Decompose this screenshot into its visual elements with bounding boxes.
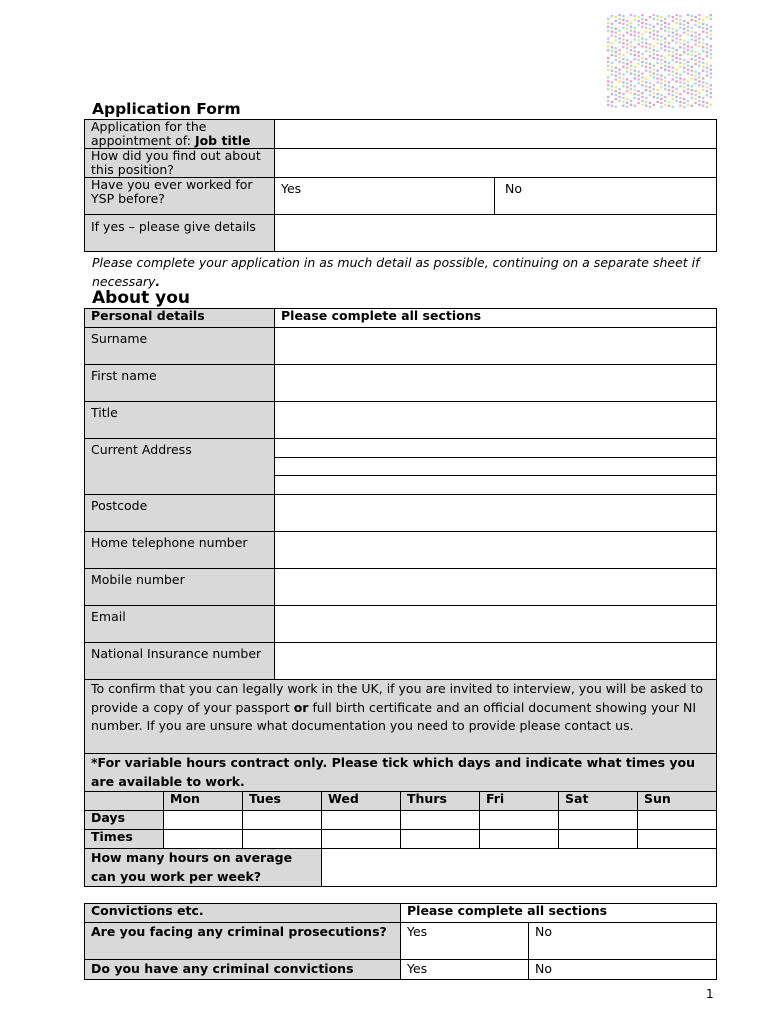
email-label: Email xyxy=(85,606,275,643)
postcode-label: Postcode xyxy=(85,495,275,532)
worked-no-option[interactable]: No xyxy=(495,178,717,215)
surname-label: Surname xyxy=(85,328,275,365)
details-label: If yes – please give details xyxy=(85,215,275,252)
prosecutions-question: Are you facing any criminal prosecutions? xyxy=(85,923,401,960)
home-phone-label: Home telephone number xyxy=(85,532,275,569)
convictions-table xyxy=(84,903,717,980)
variable-hours-note: *For variable hours contract only. Please tick which days and indicate what times you are available to work. xyxy=(85,754,717,792)
complete-all-header: Please complete all sections xyxy=(275,309,717,328)
postcode-field[interactable] xyxy=(275,495,717,532)
address-line-2[interactable] xyxy=(275,458,717,476)
days-tues-cell[interactable] xyxy=(243,811,322,830)
hours-per-week-field[interactable] xyxy=(322,849,717,887)
days-wed-cell[interactable] xyxy=(322,811,401,830)
email-field[interactable] xyxy=(275,606,717,643)
times-thurs-cell[interactable] xyxy=(401,830,480,849)
job-title-label: Application for the appointment of: Job title xyxy=(85,120,275,149)
day-header-tues: Tues xyxy=(243,792,322,811)
prosecutions-yes-option[interactable]: Yes xyxy=(401,923,529,960)
times-sun-cell[interactable] xyxy=(638,830,717,849)
days-sun-cell[interactable] xyxy=(638,811,717,830)
convictions-question: Do you have any criminal convictions xyxy=(85,960,401,980)
days-sat-cell[interactable] xyxy=(559,811,638,830)
mobile-label: Mobile number xyxy=(85,569,275,606)
address-label: Current Address xyxy=(85,439,275,495)
days-row-label: Days xyxy=(85,811,164,830)
title-label: Title xyxy=(85,402,275,439)
worked-yes-option[interactable]: Yes xyxy=(275,178,495,215)
organisation-logo xyxy=(605,12,715,110)
times-row-label: Times xyxy=(85,830,164,849)
convictions-no-option[interactable]: No xyxy=(529,960,717,980)
times-sat-cell[interactable] xyxy=(559,830,638,849)
day-header-sun: Sun xyxy=(638,792,717,811)
convictions-header: Convictions etc. xyxy=(85,904,401,923)
days-mon-cell[interactable] xyxy=(164,811,243,830)
day-header-thurs: Thurs xyxy=(401,792,480,811)
times-mon-cell[interactable] xyxy=(164,830,243,849)
prosecutions-no-option[interactable]: No xyxy=(529,923,717,960)
first-name-field[interactable] xyxy=(275,365,717,402)
surname-field[interactable] xyxy=(275,328,717,365)
worked-before-label: Have you ever worked for YSP before? xyxy=(85,178,275,215)
personal-details-table xyxy=(84,308,717,887)
mobile-field[interactable] xyxy=(275,569,717,606)
personal-header: Personal details xyxy=(85,309,275,328)
day-header-sat: Sat xyxy=(559,792,638,811)
hours-per-week-label: How many hours on average can you work per week? xyxy=(85,849,322,887)
details-field[interactable] xyxy=(275,215,717,252)
days-corner-cell xyxy=(85,792,164,811)
form-title: Application Form xyxy=(92,100,241,118)
day-header-fri: Fri xyxy=(480,792,559,811)
convictions-yes-option[interactable]: Yes xyxy=(401,960,529,980)
address-line-3[interactable] xyxy=(275,476,717,495)
day-header-wed: Wed xyxy=(322,792,401,811)
convictions-complete-header: Please complete all sections xyxy=(401,904,717,923)
ni-number-label: National Insurance number xyxy=(85,643,275,680)
days-thurs-cell[interactable] xyxy=(401,811,480,830)
about-heading: About you xyxy=(92,288,191,308)
find-out-field[interactable] xyxy=(275,149,717,178)
instruction-note: Please complete your application in as much detail as possible, continuing on a separate sheet if necessary. xyxy=(92,255,700,289)
day-header-mon: Mon xyxy=(164,792,243,811)
job-title-field[interactable] xyxy=(275,120,717,149)
find-out-label: How did you find out about this position? xyxy=(85,149,275,178)
times-tues-cell[interactable] xyxy=(243,830,322,849)
address-line-1[interactable] xyxy=(275,439,717,458)
times-fri-cell[interactable] xyxy=(480,830,559,849)
page-number: 1 xyxy=(706,987,714,1001)
first-name-label: First name xyxy=(85,365,275,402)
days-fri-cell[interactable] xyxy=(480,811,559,830)
ni-number-field[interactable] xyxy=(275,643,717,680)
right-to-work-note: To confirm that you can legally work in the UK, if you are invited to interview, you will be asked to provide a copy of your passport or full birth certificate and an official document showing your NI number. If you are unsure what documentation you need to provide please contact us. xyxy=(85,680,717,754)
times-wed-cell[interactable] xyxy=(322,830,401,849)
appointment-table xyxy=(84,119,717,252)
title-field[interactable] xyxy=(275,402,717,439)
home-phone-field[interactable] xyxy=(275,532,717,569)
